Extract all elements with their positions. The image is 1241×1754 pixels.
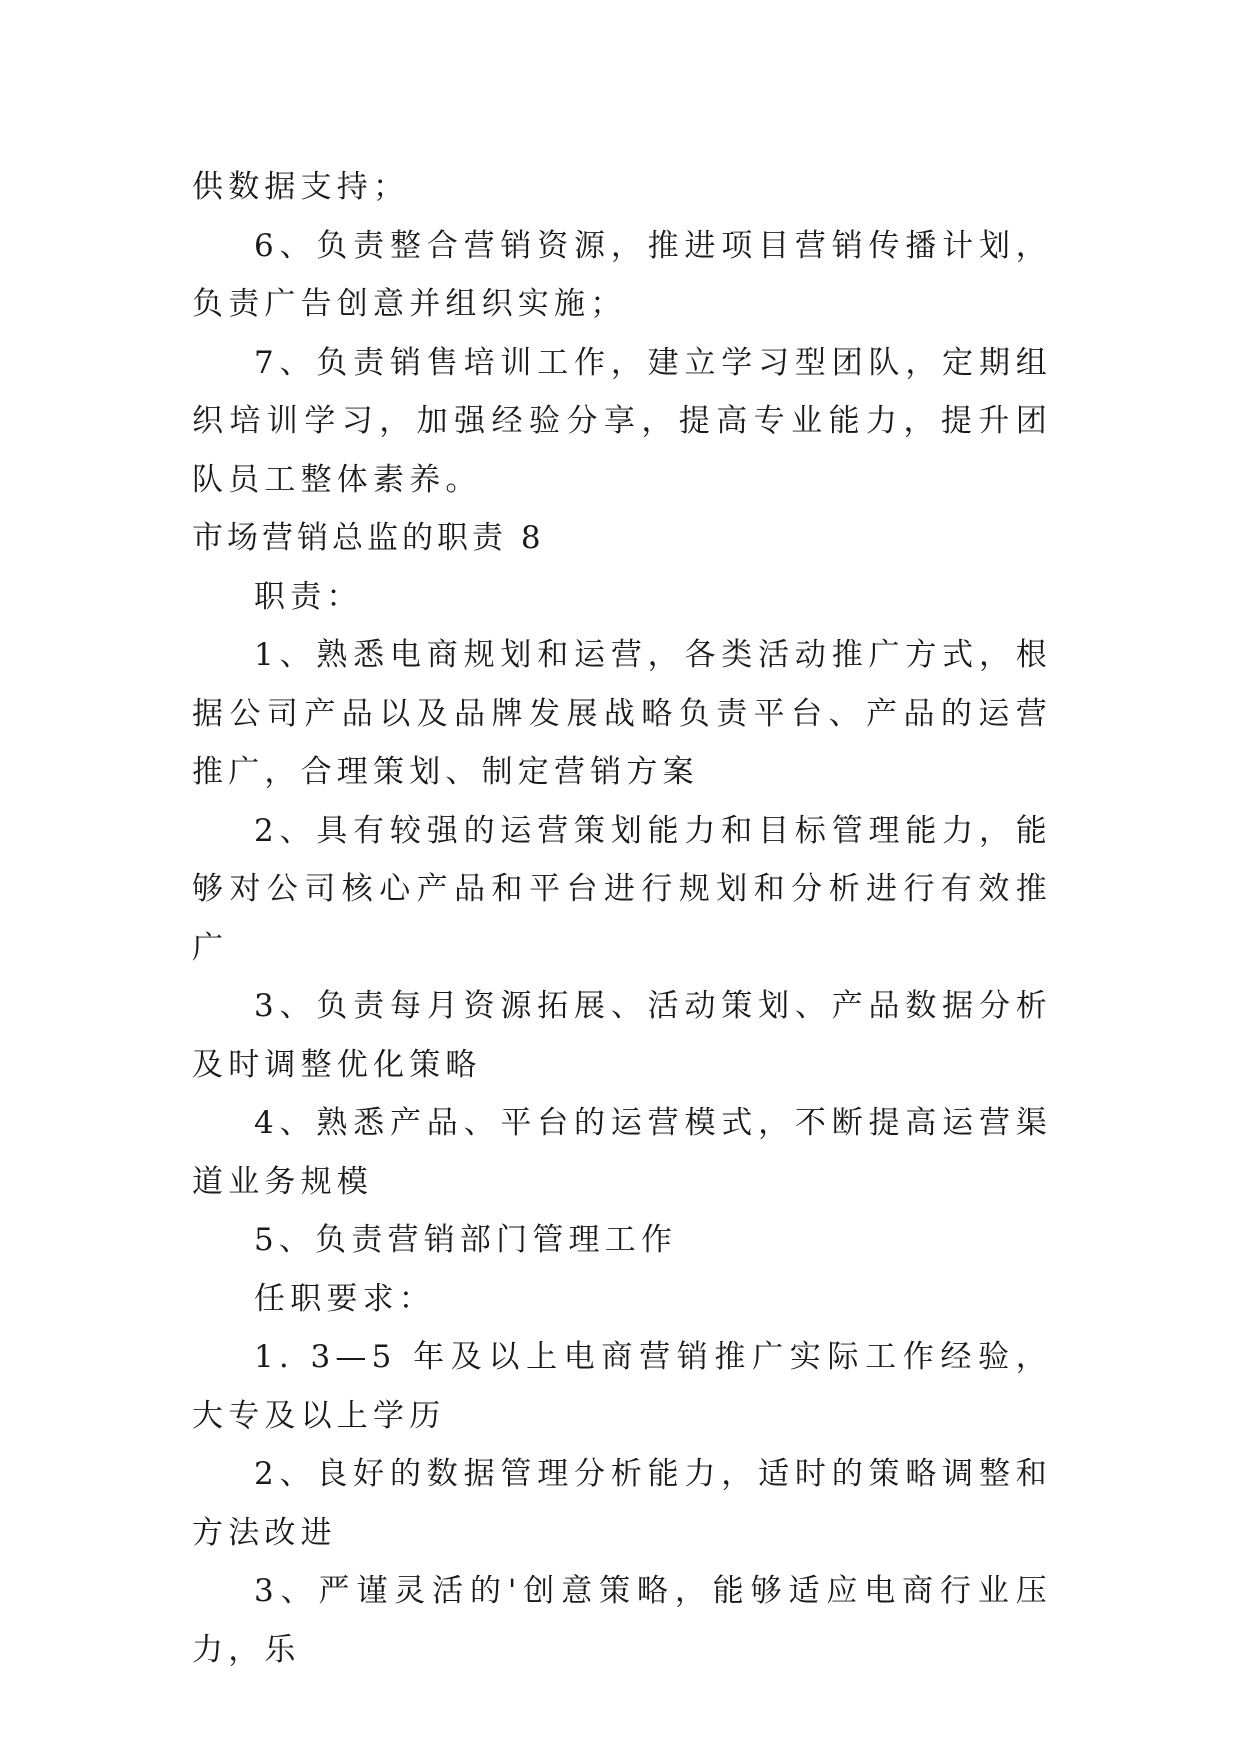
duty-item-2: 2、具有较强的运营策划能力和目标管理能力，能够对公司核心产品和平台进行规划和分析进行有效推广 bbox=[192, 812, 1052, 966]
requirement-item-2: 2、良好的数据管理分析能力，适时的策略调整和方法改进 bbox=[192, 1456, 1052, 1551]
duties-label: 职责： bbox=[254, 578, 363, 615]
duty-item-4: 4、熟悉产品、平台的运营模式，不断提高运营渠道业务规模 bbox=[192, 1105, 1052, 1200]
duty-item-7: 7、负责销售培训工作，建立学习型团队，定期组织培训学习，加强经验分享，提高专业能力，提升团队员工整体素养。 bbox=[192, 344, 1052, 498]
paragraph-continuation: 供数据支持； bbox=[192, 169, 410, 205]
duty-item-5: 5、负责营销部门管理工作 bbox=[254, 1222, 678, 1258]
requirements-label: 任职要求： bbox=[254, 1280, 435, 1317]
duty-item-3: 3、负责每月资源拓展、活动策划、产品数据分析及时调整优化策略 bbox=[192, 988, 1052, 1083]
duty-item-6: 6、负责整合营销资源，推进项目营销传播计划，负责广告创意并组织实施； bbox=[192, 227, 1052, 322]
requirement-item-3: 3、严谨灵活的'创意策略，能够适应电商行业压力，乐 bbox=[192, 1573, 1052, 1668]
section-heading: 市场营销总监的职责 8 bbox=[192, 520, 545, 556]
requirement-item-1: 1. 3—5 年及以上电商营销推广实际工作经验，大专及以上学历 bbox=[192, 1339, 1052, 1434]
duty-item-1: 1、熟悉电商规划和运营，各类活动推广方式，根据公司产品以及品牌发展战略负责平台、产品的运营推广，合理策划、制定营销方案 bbox=[192, 637, 1052, 790]
document-body bbox=[192, 158, 1052, 1679]
